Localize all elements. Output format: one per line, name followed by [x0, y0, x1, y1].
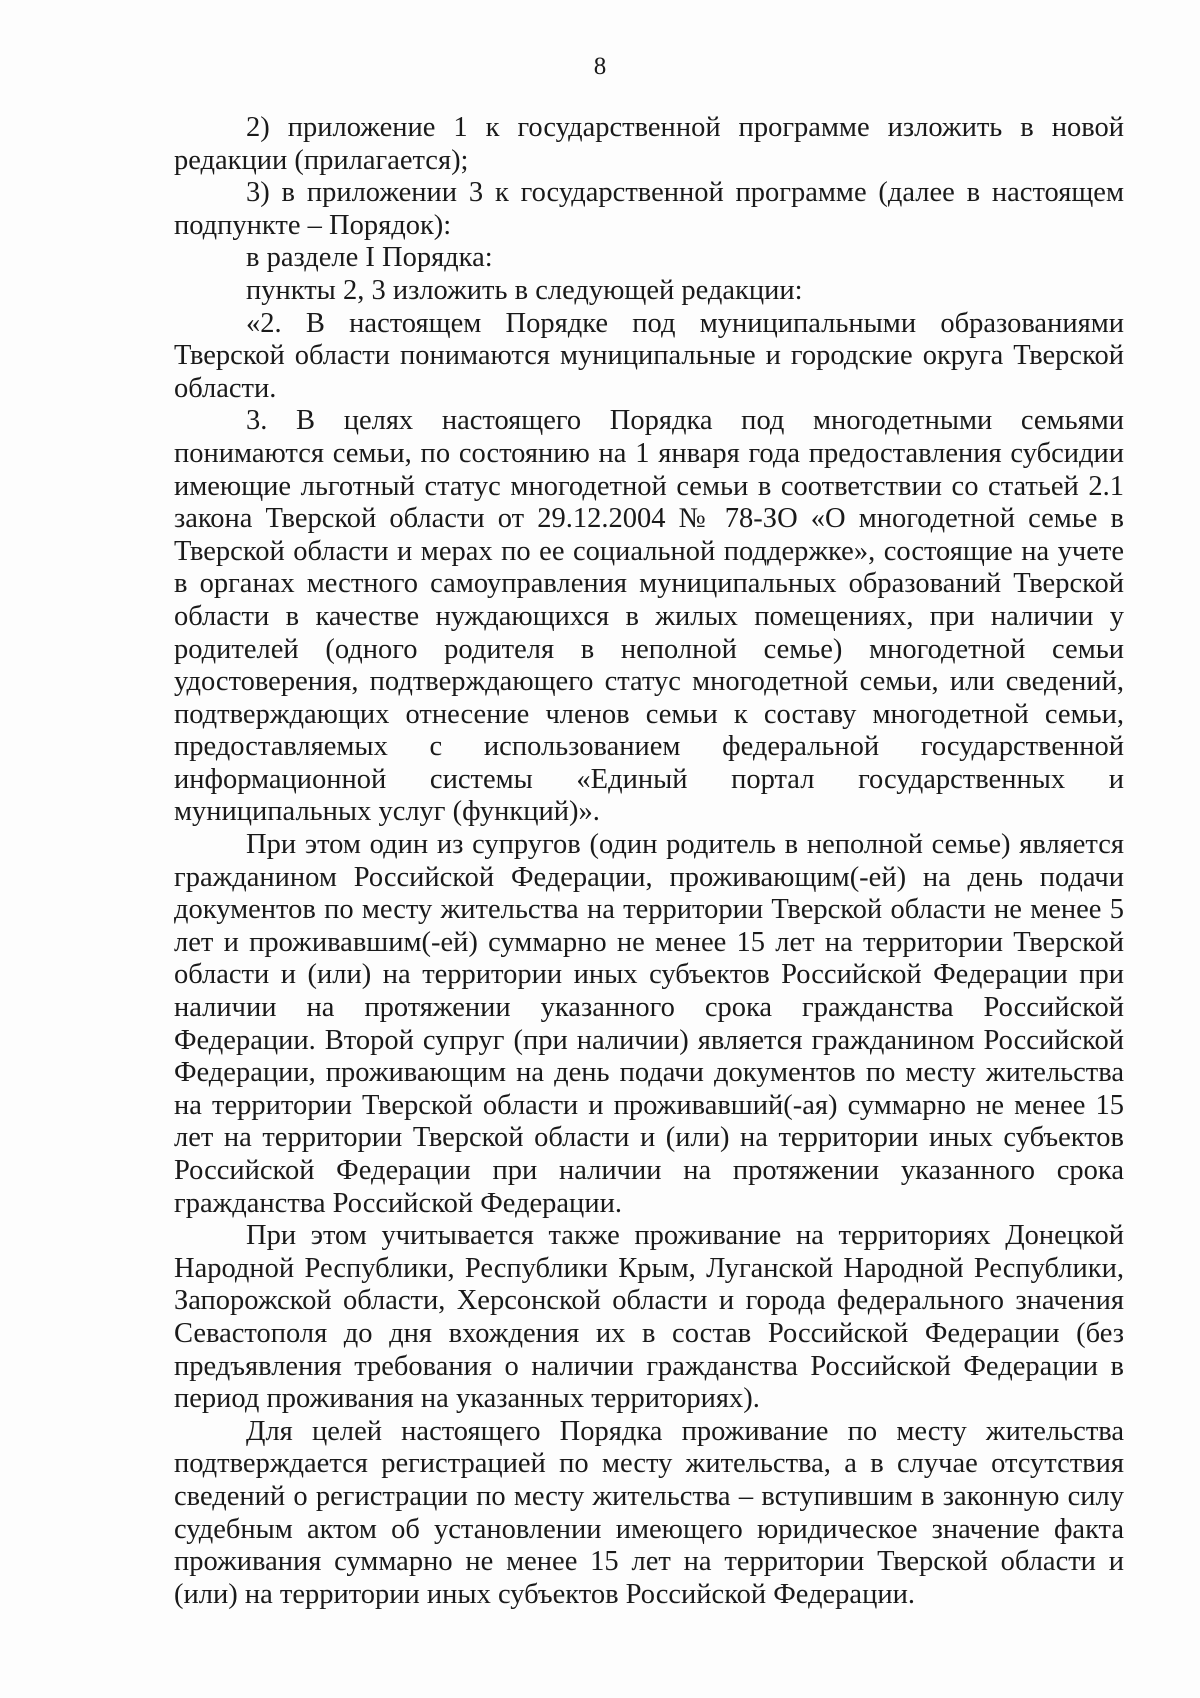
paragraph-item-3: 3) в приложении 3 к государственной программе (далее в настоящем подпункте – Порядок): [174, 177, 1124, 241]
paragraph-point-3: 3. В целях настоящего Порядка под многодетными семьями понимаются семьи, по состоянию на 1 января года предоставления субсидии имеющие льготный статус многодетной семьи в соответствии со статьей 2.1 закона Тверской области от 29.12.2004 № 78-ЗО «О многодетной семье в Тверской области и мерах по ее социальной поддержке», состоящие на учете в органах местного самоуправления муниципальных образований Тверской области в качестве нуждающихся в жилых помещениях, при наличии у родителей (одного родителя в неполной семье) многодетной семьи удостоверения, подтверждающего статус многодетной семьи, или сведений, подтверждающих отнесение членов семьи к составу многодетной семьи, предоставляемых с использованием федеральной государственной информационной системы «Единый портал государственных и муниципальных услуг (функций)». [174, 405, 1124, 828]
paragraph-section-ref: в разделе I Порядка: [246, 242, 493, 274]
paragraph-point-2: «2. В настоящем Порядке под муниципальными образованиями Тверской области понимаются муниципальные и городские округа Тверской области. [174, 307, 1124, 404]
paragraph-points-ref: пункты 2, 3 изложить в следующей редакции: [246, 274, 803, 306]
document-body [174, 112, 1124, 1611]
page-number: 8 [593, 53, 607, 80]
paragraph-item-2: 2) приложение 1 к государственной программе изложить в новой редакции (прилагается); [174, 112, 1124, 176]
paragraph-spouse-citizenship: При этом один из супругов (один родитель в неполной семье) является гражданином Российской Федерации, проживающим(-ей) на день подачи документов по месту жительства на территории Тверской области не менее 5 лет и проживавшим(-ей) суммарно не менее 15 лет на территории Тверской области и (или) на территории иных субъектов Российской Федерации при наличии на протяжении указанного срока гражданства Российской Федерации. Второй супруг (при наличии) является гражданином Российской Федерации, проживающим на день подачи документов по месту жительства на территории Тверской области и проживавший(-ая) суммарно не менее 15 лет на территории Тверской области и (или) на территории иных субъектов Российской Федерации при наличии на протяжении указанного срока гражданства Российской Федерации. [174, 829, 1124, 1219]
paragraph-territories: При этом учитывается также проживание на территориях Донецкой Народной Республики, Республики Крым, Луганской Народной Республики, Запорожской области, Херсонской области и города федерального значения Севастополя до дня вхождения их в состав Российской Федерации (без предъявления требования о наличии гражданства Российской Федерации в период проживания на указанных территориях). [174, 1220, 1124, 1415]
paragraph-residence-proof: Для целей настоящего Порядка проживание по месту жительства подтверждается регистрацией по месту жительства, а в случае отсутствия сведений о регистрации по месту жительства – вступившим в законную силу судебным актом об установлении имеющего юридическое значение факта проживания суммарно не менее 15 лет на территории Тверской области и (или) на территории иных субъектов Российской Федерации. [174, 1415, 1124, 1610]
